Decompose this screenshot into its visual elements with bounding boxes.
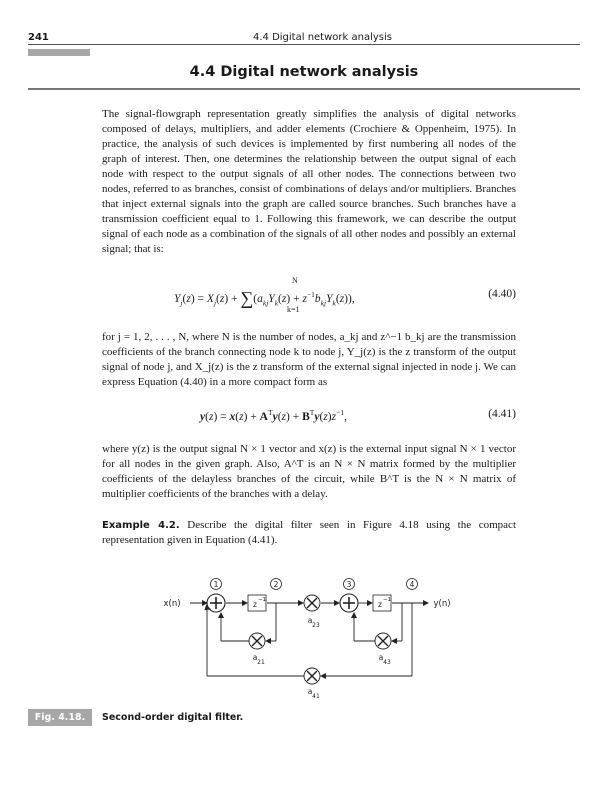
delay-label-2: z <box>378 600 382 609</box>
figure-tab: Fig. 4.18. <box>28 709 92 726</box>
sum-lower-limit: k=1 <box>287 305 300 314</box>
coeff-a23-sub: 23 <box>312 622 320 629</box>
node-label-3: 3 <box>346 580 352 589</box>
equation-4-40-number: (4.40) <box>488 288 516 300</box>
delay-exponent-1: −1 <box>257 597 267 603</box>
output-label: y(n) <box>433 599 451 609</box>
input-label: x(n) <box>163 599 181 609</box>
node-label-1: 1 <box>213 580 219 589</box>
coeff-a43-sub: 43 <box>383 659 391 666</box>
paragraph-3: where y(z) is the output signal N × 1 vector and x(z) is the external input signal N × 1 vector for all nodes in the given graph. Also, A^T is an N × N matrix formed by the multiplier coefficients of the delayless branches of the circuit, while B^T is the N × N matrix of multiplier coefficients of the branches with a delay. <box>102 443 516 500</box>
delay-exponent-2: −1 <box>382 597 392 603</box>
figure-caption: Second-order digital filter. <box>102 712 244 723</box>
equation-4-41-body: $y(z) = x(z) + A^Ty(z) + B^Ty(z)z^{-1}$, <box>200 408 347 423</box>
coeff-a41-sub: 41 <box>312 693 320 700</box>
coeff-a21-sub: 21 <box>257 659 265 666</box>
equation-4-40-body: $Y_j(z) = X_j(z) + \sum(a_{kj}Y_k(z) + z^{-1}b_{kj}Y_k(z))$, <box>174 288 355 308</box>
section-title: 4.4 Digital network analysis <box>189 64 419 80</box>
paragraph-1: The signal-flowgraph representation greatly simplifies the analysis of digital networks composed of delays, multipliers, and adder elements (Crochiere & Oppenheim, 1975). In practice, the analysis of such devices is implemented by first numbering all nodes of the graph of interest. Then, one determines the relationship between the output signal of each node with respect to the output signals of all other nodes. The connections between two nodes, referred to as branches, consist of combinations of delays and/or multipliers. Branches that inject external signals into the graph are called source branches. Such branches have a transmission coefficient equal to 1. Following this framework, we can describe the output signal of each node as a combination of the signals of all other nodes and possibly an external signal; that is: <box>102 108 516 255</box>
coeff-a21: a <box>252 653 258 662</box>
example-text: Describe the digital filter seen in Figure 4.18 using the compact representation given in Equation (4.41). <box>102 519 516 546</box>
page-number: 241 <box>28 32 49 43</box>
coeff-a43: a <box>378 653 384 662</box>
delay-label-1: z <box>253 600 257 609</box>
coeff-a41: a <box>307 687 313 696</box>
sum-upper-limit: N <box>292 276 298 285</box>
coeff-a23: a <box>307 616 313 625</box>
node-label-4: 4 <box>409 580 415 589</box>
paragraph-2: for j = 1, 2, . . . , N, where N is the number of nodes, a_kj and z^−1 b_kj are the transmission coefficients of the branch connecting node k to node j, Y_j(z) is the z transform of the output signal of node j, and X_j(z) is the z transform of the external signal injected in node j. We can express Equation (4.40) in a more compact form as <box>102 331 516 388</box>
example-label: Example 4.2. <box>102 520 180 531</box>
equation-4-41-number: (4.41) <box>488 408 516 420</box>
running-title: 4.4 Digital network analysis <box>253 32 392 43</box>
node-label-2: 2 <box>273 580 279 589</box>
